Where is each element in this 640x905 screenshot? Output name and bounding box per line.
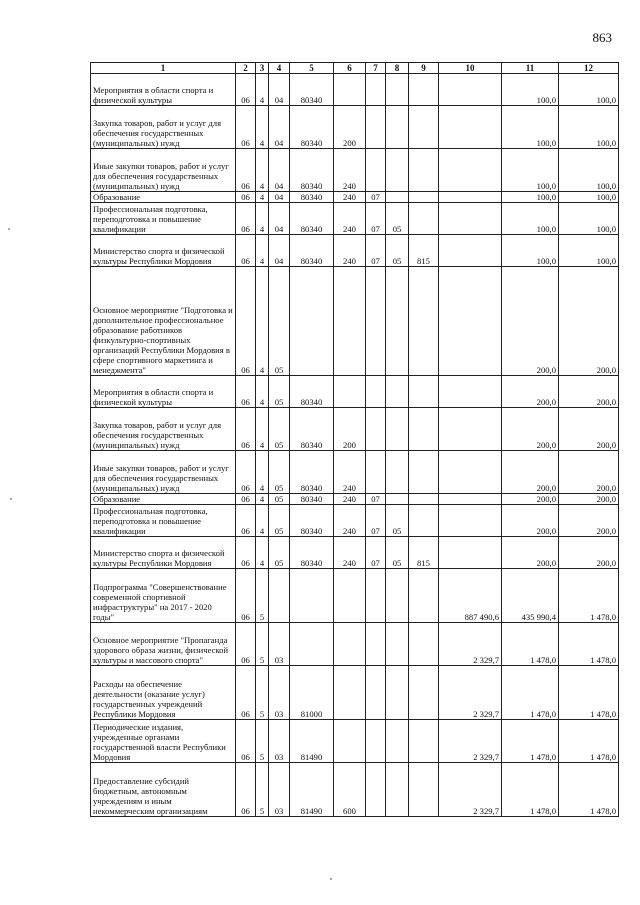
table-cell	[409, 74, 439, 106]
table-cell: 200,0	[559, 408, 619, 451]
table-cell	[386, 376, 409, 408]
table-cell: 100,0	[559, 192, 619, 203]
table-cell: 07	[366, 203, 386, 235]
row-name-cell: Мероприятия в области спорта и физической культуры	[91, 376, 236, 408]
table-row	[91, 505, 619, 537]
table-cell	[409, 494, 439, 505]
table-cell	[386, 267, 409, 376]
table-cell: 04	[269, 192, 290, 203]
table-cell: 07	[366, 494, 386, 505]
table-cell: 05	[269, 537, 290, 569]
column-header: 7	[366, 63, 386, 74]
table-cell	[409, 267, 439, 376]
table-cell	[439, 203, 502, 235]
table-header-row	[91, 63, 619, 74]
table-cell: 200,0	[502, 494, 559, 505]
table-cell: 100,0	[502, 149, 559, 192]
table-row	[91, 376, 619, 408]
table-cell	[409, 763, 439, 817]
table-cell: 5	[256, 623, 269, 666]
table-cell: 200,0	[502, 505, 559, 537]
table-cell: 04	[269, 74, 290, 106]
table-cell: 2 329,7	[439, 720, 502, 763]
table-cell: 200	[334, 408, 366, 451]
table-cell: 06	[236, 408, 256, 451]
table-cell: 4	[256, 376, 269, 408]
table-row	[91, 763, 619, 817]
table-cell: 06	[236, 74, 256, 106]
table-cell: 06	[236, 192, 256, 203]
row-name-cell: Основное мероприятие "Подготовка и дополнительное профессиональное образование работников физкультурно-спортивных организаций Республики Мордовия в сфере спортивного маркетинга и менеджмента"	[91, 267, 236, 376]
table-row	[91, 106, 619, 149]
table-cell: 100,0	[502, 235, 559, 267]
table-cell: 4	[256, 203, 269, 235]
table-cell: 07	[366, 505, 386, 537]
table-cell: 2 329,7	[439, 623, 502, 666]
table-cell: 80340	[290, 106, 334, 149]
table-cell: 03	[269, 623, 290, 666]
table-cell: 4	[256, 192, 269, 203]
table-cell	[366, 408, 386, 451]
table-cell	[366, 763, 386, 817]
table-cell	[439, 74, 502, 106]
table-cell: 240	[334, 451, 366, 494]
table-cell	[386, 666, 409, 720]
row-name-cell: Предоставление субсидий бюджетным, автономным учреждениям и иным некоммерческим организациям	[91, 763, 236, 817]
table-cell	[409, 106, 439, 149]
table-cell: 4	[256, 74, 269, 106]
table-cell: 240	[334, 203, 366, 235]
table-cell	[366, 267, 386, 376]
table-cell	[439, 106, 502, 149]
table-cell: 06	[236, 505, 256, 537]
table-cell: 1 478,0	[559, 623, 619, 666]
table-cell: 4	[256, 408, 269, 451]
table-cell: 04	[269, 149, 290, 192]
table-cell: 05	[269, 505, 290, 537]
column-header: 2	[236, 63, 256, 74]
table-cell: 240	[334, 505, 366, 537]
table-cell: 80340	[290, 203, 334, 235]
table-cell: 07	[366, 537, 386, 569]
table-cell: 06	[236, 623, 256, 666]
page-number: 863	[592, 30, 612, 45]
row-name-cell: Образование	[91, 494, 236, 505]
table-cell	[386, 623, 409, 666]
table-cell: 04	[269, 203, 290, 235]
table-cell: 200,0	[502, 408, 559, 451]
table-cell: 200,0	[502, 537, 559, 569]
table-cell	[334, 74, 366, 106]
column-header: 12	[559, 63, 619, 74]
table-cell: 100,0	[559, 149, 619, 192]
table-cell	[409, 408, 439, 451]
table-cell: 100,0	[559, 235, 619, 267]
table-cell	[386, 451, 409, 494]
table-cell: 4	[256, 106, 269, 149]
row-name-cell: Мероприятия в области спорта и физической культуры	[91, 74, 236, 106]
table-cell	[409, 505, 439, 537]
table-cell: 100,0	[502, 74, 559, 106]
table-cell	[386, 149, 409, 192]
table-cell	[439, 505, 502, 537]
table-cell: 05	[386, 203, 409, 235]
column-header: 10	[439, 63, 502, 74]
table-cell: 1 478,0	[502, 763, 559, 817]
table-cell: 200	[334, 106, 366, 149]
table-cell: 1 478,0	[559, 666, 619, 720]
table-cell	[334, 376, 366, 408]
table-cell	[386, 74, 409, 106]
table-cell	[409, 720, 439, 763]
table-row	[91, 537, 619, 569]
table-cell: 80340	[290, 408, 334, 451]
row-name-cell: Образование	[91, 192, 236, 203]
table-cell	[439, 376, 502, 408]
table-cell: 240	[334, 235, 366, 267]
table-cell: 4	[256, 494, 269, 505]
table-cell	[366, 623, 386, 666]
table-row	[91, 74, 619, 106]
table-cell	[439, 537, 502, 569]
table-cell: 81490	[290, 763, 334, 817]
row-name-cell: Основное мероприятие "Пропаганда здорового образа жизни, физической культуры и массового спорта"	[91, 623, 236, 666]
table-cell: 05	[269, 267, 290, 376]
column-header: 5	[290, 63, 334, 74]
table-cell	[366, 149, 386, 192]
table-cell	[439, 192, 502, 203]
table-cell	[386, 192, 409, 203]
table-cell: 06	[236, 376, 256, 408]
table-cell	[290, 267, 334, 376]
table-cell: 200,0	[502, 267, 559, 376]
table-cell: 100,0	[559, 106, 619, 149]
table-cell: 200,0	[559, 505, 619, 537]
table-cell: 06	[236, 537, 256, 569]
table-cell: 03	[269, 720, 290, 763]
table-row	[91, 666, 619, 720]
row-name-cell: Министерство спорта и физической культуры Республики Мордовия	[91, 235, 236, 267]
table-cell: 07	[366, 235, 386, 267]
table-cell: 815	[409, 235, 439, 267]
table-cell	[409, 203, 439, 235]
row-name-cell: Иные закупки товаров, работ и услуг для обеспечения государственных (муниципальных) нужд	[91, 149, 236, 192]
table-cell	[366, 451, 386, 494]
row-name-cell: Расходы на обеспечение деятельности (оказание услуг) государственных учреждений Республики Мордовия	[91, 666, 236, 720]
table-cell: 80340	[290, 149, 334, 192]
table-cell: 240	[334, 494, 366, 505]
table-cell: 06	[236, 149, 256, 192]
column-header: 9	[409, 63, 439, 74]
table-cell: 200,0	[559, 451, 619, 494]
table-cell	[334, 720, 366, 763]
table-body	[91, 74, 619, 817]
row-name-cell: Министерство спорта и физической культуры Республики Мордовия	[91, 537, 236, 569]
table-cell	[386, 763, 409, 817]
table-cell: 1 478,0	[559, 569, 619, 623]
column-header: 8	[386, 63, 409, 74]
table-cell	[290, 569, 334, 623]
table-cell: 100,0	[502, 106, 559, 149]
table-cell	[386, 494, 409, 505]
table-cell: 200,0	[502, 376, 559, 408]
column-header: 11	[502, 63, 559, 74]
table-cell: 06	[236, 235, 256, 267]
table-cell: 81490	[290, 720, 334, 763]
table-cell	[409, 376, 439, 408]
table-cell: 5	[256, 763, 269, 817]
table-cell	[334, 267, 366, 376]
column-header: 3	[256, 63, 269, 74]
table-cell: 100,0	[502, 192, 559, 203]
table-cell: 100,0	[559, 74, 619, 106]
table-row	[91, 569, 619, 623]
table-cell	[386, 408, 409, 451]
table-cell: 80340	[290, 494, 334, 505]
table-cell: 4	[256, 537, 269, 569]
table-cell	[409, 149, 439, 192]
table-cell: 06	[236, 451, 256, 494]
table-row	[91, 720, 619, 763]
table-cell: 200,0	[559, 376, 619, 408]
table-cell: 04	[269, 106, 290, 149]
row-name-cell: Иные закупки товаров, работ и услуг для обеспечения государственных (муниципальных) нужд	[91, 451, 236, 494]
table-cell	[439, 451, 502, 494]
table-cell: 05	[269, 451, 290, 494]
table-cell: 03	[269, 763, 290, 817]
table-cell: 06	[236, 494, 256, 505]
table-cell	[334, 666, 366, 720]
scan-speck	[10, 498, 12, 500]
table-cell	[366, 569, 386, 623]
table-cell: 05	[269, 494, 290, 505]
table-cell	[439, 267, 502, 376]
table-cell: 06	[236, 267, 256, 376]
table-cell	[366, 666, 386, 720]
table-cell: 240	[334, 537, 366, 569]
table-cell: 4	[256, 149, 269, 192]
column-header: 6	[334, 63, 366, 74]
table-cell: 80340	[290, 537, 334, 569]
table-cell	[334, 623, 366, 666]
table-cell: 815	[409, 537, 439, 569]
table-row	[91, 267, 619, 376]
table-row	[91, 192, 619, 203]
table-cell: 80340	[290, 74, 334, 106]
table-row	[91, 235, 619, 267]
table-cell: 06	[236, 569, 256, 623]
table-cell	[439, 408, 502, 451]
table-cell: 435 990,4	[502, 569, 559, 623]
table-cell: 80340	[290, 235, 334, 267]
budget-table	[90, 62, 619, 817]
row-name-cell: Периодические издания, учрежденные органами государственной власти Республики Мордовия	[91, 720, 236, 763]
table-row	[91, 623, 619, 666]
table-cell: 06	[236, 720, 256, 763]
row-name-cell: Профессиональная подготовка, переподготовка и повышение квалификации	[91, 203, 236, 235]
table-cell	[386, 106, 409, 149]
table-cell	[386, 569, 409, 623]
table-cell	[386, 720, 409, 763]
table-cell: 06	[236, 763, 256, 817]
table-cell	[366, 376, 386, 408]
table-cell: 5	[256, 569, 269, 623]
table-cell	[290, 623, 334, 666]
row-name-cell: Закупка товаров, работ и услуг для обеспечения государственных (муниципальных) нужд	[91, 408, 236, 451]
table-cell: 200,0	[559, 537, 619, 569]
table-cell: 1 478,0	[502, 720, 559, 763]
table-cell	[366, 74, 386, 106]
table-cell: 600	[334, 763, 366, 817]
table-cell: 200,0	[502, 451, 559, 494]
table-cell: 05	[386, 235, 409, 267]
table-cell: 2 329,7	[439, 666, 502, 720]
table-cell: 4	[256, 505, 269, 537]
row-name-cell: Подпрограмма "Совершенствование современной спортивной инфраструктуры" на 2017 - 2020 годы"	[91, 569, 236, 623]
table-cell: 81000	[290, 666, 334, 720]
table-cell: 05	[386, 505, 409, 537]
table-row	[91, 149, 619, 192]
table-cell: 1 478,0	[559, 763, 619, 817]
table-cell: 887 490,6	[439, 569, 502, 623]
scan-speck	[330, 878, 332, 880]
table-cell: 4	[256, 451, 269, 494]
table-cell: 1 478,0	[502, 623, 559, 666]
table-row	[91, 451, 619, 494]
row-name-cell: Профессиональная подготовка, переподготовка и повышение квалификации	[91, 505, 236, 537]
scan-speck	[8, 228, 10, 230]
table-cell: 4	[256, 267, 269, 376]
table-cell: 07	[366, 192, 386, 203]
table-cell: 05	[269, 408, 290, 451]
table-cell: 100,0	[502, 203, 559, 235]
table-cell: 03	[269, 666, 290, 720]
table-cell: 04	[269, 235, 290, 267]
row-name-cell: Закупка товаров, работ и услуг для обеспечения государственных (муниципальных) нужд	[91, 106, 236, 149]
table-cell	[409, 569, 439, 623]
table-cell: 100,0	[559, 203, 619, 235]
table-cell	[409, 666, 439, 720]
table-cell: 80340	[290, 505, 334, 537]
table-cell	[439, 149, 502, 192]
table-cell: 05	[269, 376, 290, 408]
table-row	[91, 494, 619, 505]
column-header: 1	[91, 63, 236, 74]
table-row	[91, 203, 619, 235]
table-cell: 200,0	[559, 494, 619, 505]
table-cell: 240	[334, 192, 366, 203]
table-cell: 80340	[290, 376, 334, 408]
table-cell: 4	[256, 235, 269, 267]
table-cell	[269, 569, 290, 623]
table-cell: 06	[236, 106, 256, 149]
table-cell	[366, 720, 386, 763]
table-cell: 200,0	[559, 267, 619, 376]
table-cell: 80340	[290, 192, 334, 203]
table-cell	[334, 569, 366, 623]
table-cell: 1 478,0	[559, 720, 619, 763]
table-cell	[409, 451, 439, 494]
table-cell	[366, 106, 386, 149]
table-cell: 1 478,0	[502, 666, 559, 720]
table-cell	[409, 192, 439, 203]
table-row	[91, 408, 619, 451]
table-cell	[439, 235, 502, 267]
table-cell: 06	[236, 203, 256, 235]
table-cell	[439, 494, 502, 505]
table-cell	[409, 623, 439, 666]
table-cell: 5	[256, 720, 269, 763]
table-cell: 80340	[290, 451, 334, 494]
table-cell: 05	[386, 537, 409, 569]
table-cell: 06	[236, 666, 256, 720]
table-cell: 240	[334, 149, 366, 192]
table-cell: 5	[256, 666, 269, 720]
column-header: 4	[269, 63, 290, 74]
table-cell: 2 329,7	[439, 763, 502, 817]
